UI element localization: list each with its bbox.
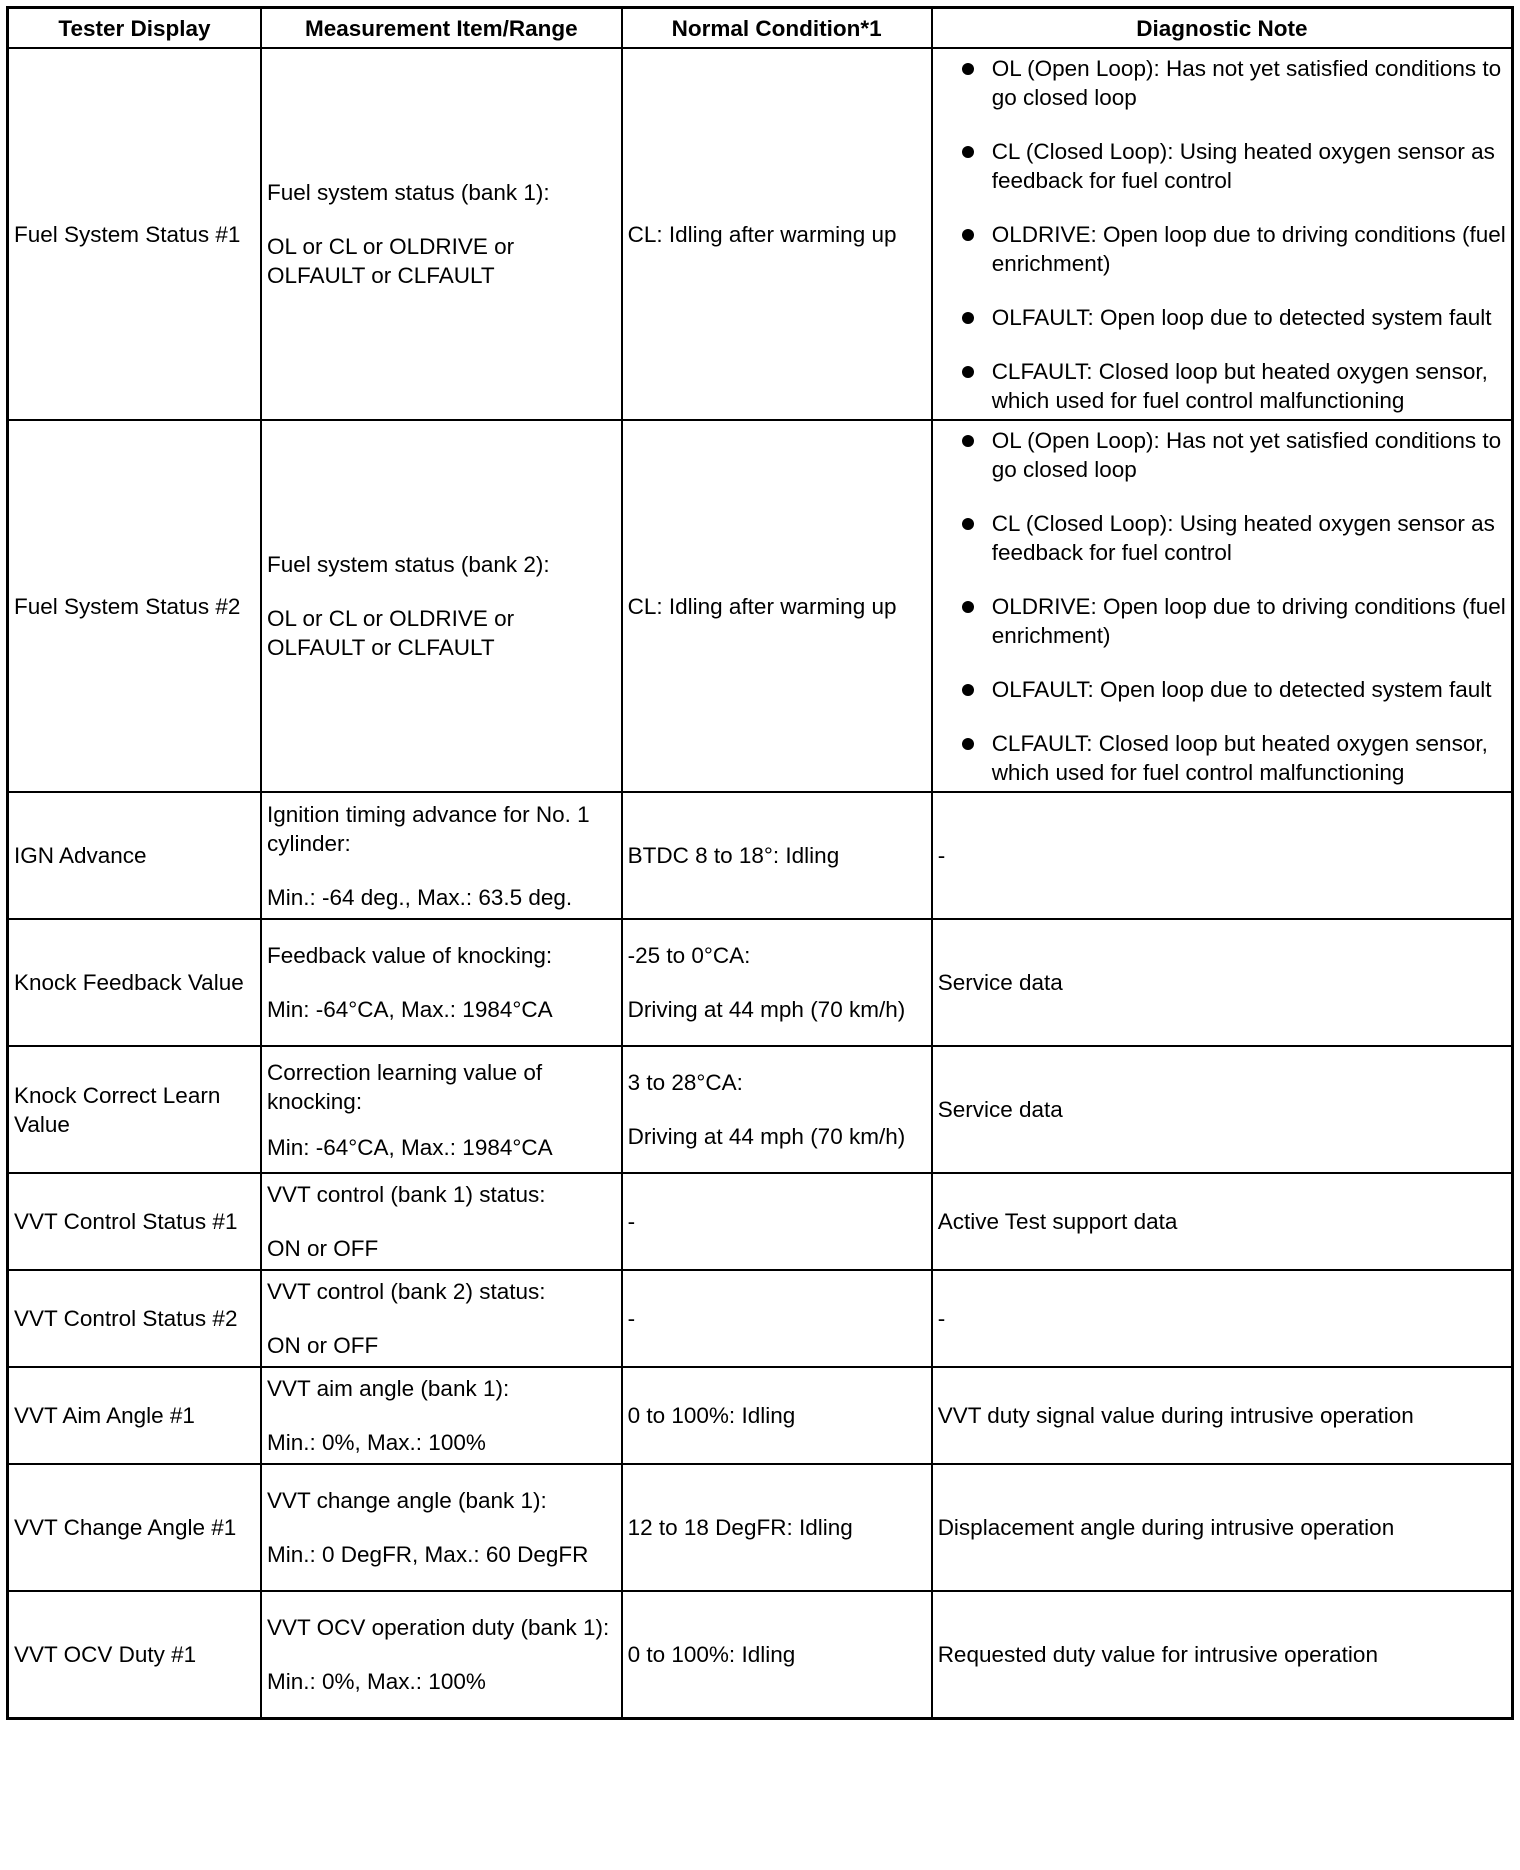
normal-condition-cell xyxy=(622,1270,932,1367)
tester-display-cell: VVT OCV Duty #1 xyxy=(8,1591,262,1718)
normal-condition-line: CL: Idling after warming up xyxy=(627,221,897,247)
measurement-line: Min.: 0%, Max.: 100% xyxy=(267,1430,486,1455)
diagnostic-note-cell: Service data xyxy=(932,1046,1513,1173)
measurement-line: Ignition timing advance for No. 1 cylinder: xyxy=(267,801,590,856)
tester-display-cell: IGN Advance xyxy=(8,792,262,919)
measurement-line: Min.: 0 DegFR, Max.: 60 DegFR xyxy=(267,1542,589,1567)
normal-condition-cell xyxy=(622,919,932,1046)
tester-display-cell: VVT Control Status #2 xyxy=(8,1270,262,1367)
measurement-cell xyxy=(261,792,622,919)
note-text: CLFAULT: Closed loop but heated oxygen sensor, which used for fuel control malfunctioning xyxy=(991,358,1488,413)
tester-display-cell: Fuel System Status #1 xyxy=(8,48,262,420)
normal-condition-cell xyxy=(622,792,932,919)
diagnostic-note-cell: - xyxy=(932,1270,1513,1367)
bullet-icon xyxy=(962,601,974,613)
note-text: CLFAULT: Closed loop but heated oxygen sensor, which used for fuel control malfunctioning xyxy=(991,730,1488,785)
list-item xyxy=(938,509,1506,567)
fuel-status-note-list xyxy=(938,54,1506,415)
normal-condition-line: -25 to 0°CA: xyxy=(627,943,751,968)
measurement-line: VVT change angle (bank 1): xyxy=(267,1488,547,1513)
note-text: CL (Closed Loop): Using heated oxygen sensor as feedback for fuel control xyxy=(991,510,1495,565)
table-row xyxy=(8,1464,1513,1591)
measurement-line: VVT control (bank 2) status: xyxy=(267,1279,546,1304)
normal-condition-cell xyxy=(622,1367,932,1464)
bullet-icon xyxy=(962,366,974,378)
tester-display-cell: VVT Aim Angle #1 xyxy=(8,1367,262,1464)
measurement-line: Min.: 0%, Max.: 100% xyxy=(267,1668,486,1694)
bullet-icon xyxy=(962,684,974,696)
normal-condition-line: Driving at 44 mph (70 km/h) xyxy=(627,997,906,1022)
header-measurement-item: Measurement Item/Range xyxy=(261,8,622,49)
list-item xyxy=(938,137,1506,195)
diagnostic-note-cell: Active Test support data xyxy=(932,1173,1513,1270)
tester-display-cell: VVT Control Status #1 xyxy=(8,1173,262,1270)
measurement-line: Min.: -64 deg., Max.: 63.5 deg. xyxy=(267,884,573,910)
normal-condition-line: CL: Idling after warming up xyxy=(627,593,897,619)
table-row xyxy=(8,1270,1513,1367)
list-item xyxy=(938,303,1506,332)
table-row xyxy=(8,420,1513,792)
table-row xyxy=(8,1173,1513,1270)
normal-condition-cell xyxy=(622,1464,932,1591)
note-text: OLFAULT: Open loop due to detected system fault xyxy=(991,304,1492,330)
measurement-line: VVT control (bank 1) status: xyxy=(267,1182,546,1207)
measurement-line: Min: -64°CA, Max.: 1984°CA xyxy=(267,1134,553,1160)
table-row xyxy=(8,48,1513,420)
normal-condition-line: - xyxy=(627,1306,636,1331)
normal-condition-line: 3 to 28°CA: xyxy=(627,1070,743,1095)
measurement-line: ON or OFF xyxy=(267,1236,379,1261)
normal-condition-line: BTDC 8 to 18°: Idling xyxy=(627,843,840,868)
normal-condition-line: 12 to 18 DegFR: Idling xyxy=(627,1515,853,1540)
list-item xyxy=(938,357,1506,415)
table-row xyxy=(8,792,1513,919)
normal-condition-line: 0 to 100%: Idling xyxy=(627,1641,796,1667)
list-item xyxy=(938,54,1506,112)
normal-condition-cell xyxy=(622,1173,932,1270)
measurement-cell xyxy=(261,1464,622,1591)
bullet-icon xyxy=(962,63,974,75)
table-row xyxy=(8,1046,1513,1173)
bullet-icon xyxy=(962,518,974,530)
normal-condition-line: 0 to 100%: Idling xyxy=(627,1403,796,1428)
diagnostic-note-cell: Service data xyxy=(932,919,1513,1046)
list-item xyxy=(938,675,1506,704)
measurement-line: VVT OCV operation duty (bank 1): xyxy=(267,1614,610,1640)
fuel-status-note-list xyxy=(938,426,1506,787)
header-row xyxy=(8,8,1513,49)
note-text: OL (Open Loop): Has not yet satisfied conditions to go closed loop xyxy=(991,55,1502,110)
normal-condition-cell xyxy=(622,420,932,792)
diagnostic-note-cell: Displacement angle during intrusive operation xyxy=(932,1464,1513,1591)
bullet-icon xyxy=(962,146,974,158)
list-item xyxy=(938,426,1506,484)
bullet-icon xyxy=(962,738,974,750)
measurement-cell xyxy=(261,919,622,1046)
measurement-line: Fuel system status (bank 1): xyxy=(267,180,550,205)
list-item xyxy=(938,220,1506,278)
diagnostic-note-cell xyxy=(932,420,1513,792)
measurement-line: OL or CL or OLDRIVE or OLFAULT or CLFAULT xyxy=(267,606,515,660)
normal-condition-cell xyxy=(622,1591,932,1718)
tester-display-cell: Fuel System Status #2 xyxy=(8,420,262,792)
note-text: CL (Closed Loop): Using heated oxygen sensor as feedback for fuel control xyxy=(991,138,1495,193)
tester-display-cell: Knock Correct Learn Value xyxy=(8,1046,262,1173)
measurement-cell xyxy=(261,48,622,420)
normal-condition-line: Driving at 44 mph (70 km/h) xyxy=(627,1124,906,1149)
measurement-line: Feedback value of knocking: xyxy=(267,943,553,968)
tester-display-cell: VVT Change Angle #1 xyxy=(8,1464,262,1591)
table-row xyxy=(8,1367,1513,1464)
measurement-cell xyxy=(261,420,622,792)
diagnostic-note-cell: - xyxy=(932,792,1513,919)
normal-condition-cell xyxy=(622,1046,932,1173)
measurement-cell xyxy=(261,1173,622,1270)
bullet-icon xyxy=(962,435,974,447)
measurement-line: OL or CL or OLDRIVE or OLFAULT or CLFAULT xyxy=(267,234,515,288)
measurement-line: Fuel system status (bank 2): xyxy=(267,552,550,577)
diagnostic-note-cell: VVT duty signal value during intrusive operation xyxy=(932,1367,1513,1464)
list-item xyxy=(938,729,1506,787)
measurement-cell xyxy=(261,1270,622,1367)
diagnostic-note-cell xyxy=(932,48,1513,420)
diagnostic-note-cell: Requested duty value for intrusive operation xyxy=(932,1591,1513,1718)
header-diagnostic-note: Diagnostic Note xyxy=(932,8,1513,49)
measurement-line: Min: -64°CA, Max.: 1984°CA xyxy=(267,997,553,1022)
normal-condition-line: - xyxy=(627,1209,636,1234)
bullet-icon xyxy=(962,312,974,324)
measurement-cell xyxy=(261,1046,622,1173)
note-text: OLFAULT: Open loop due to detected system fault xyxy=(991,676,1492,702)
note-text: OL (Open Loop): Has not yet satisfied conditions to go closed loop xyxy=(991,427,1502,482)
normal-condition-cell xyxy=(622,48,932,420)
measurement-cell xyxy=(261,1591,622,1718)
measurement-cell xyxy=(261,1367,622,1464)
note-text: OLDRIVE: Open loop due to driving conditions (fuel enrichment) xyxy=(991,593,1506,648)
measurement-line: ON or OFF xyxy=(267,1333,379,1358)
list-item xyxy=(938,592,1506,650)
measurement-line: VVT aim angle (bank 1): xyxy=(267,1376,510,1401)
header-normal-condition: Normal Condition*1 xyxy=(622,8,932,49)
note-text: OLDRIVE: Open loop due to driving conditions (fuel enrichment) xyxy=(991,221,1506,276)
measurement-line: Correction learning value of knocking: xyxy=(267,1059,543,1114)
table-row xyxy=(8,1591,1513,1718)
table-row xyxy=(8,919,1513,1046)
header-tester-display: Tester Display xyxy=(8,8,262,49)
diagnostic-data-table xyxy=(6,6,1514,1720)
tester-display-cell: Knock Feedback Value xyxy=(8,919,262,1046)
bullet-icon xyxy=(962,229,974,241)
